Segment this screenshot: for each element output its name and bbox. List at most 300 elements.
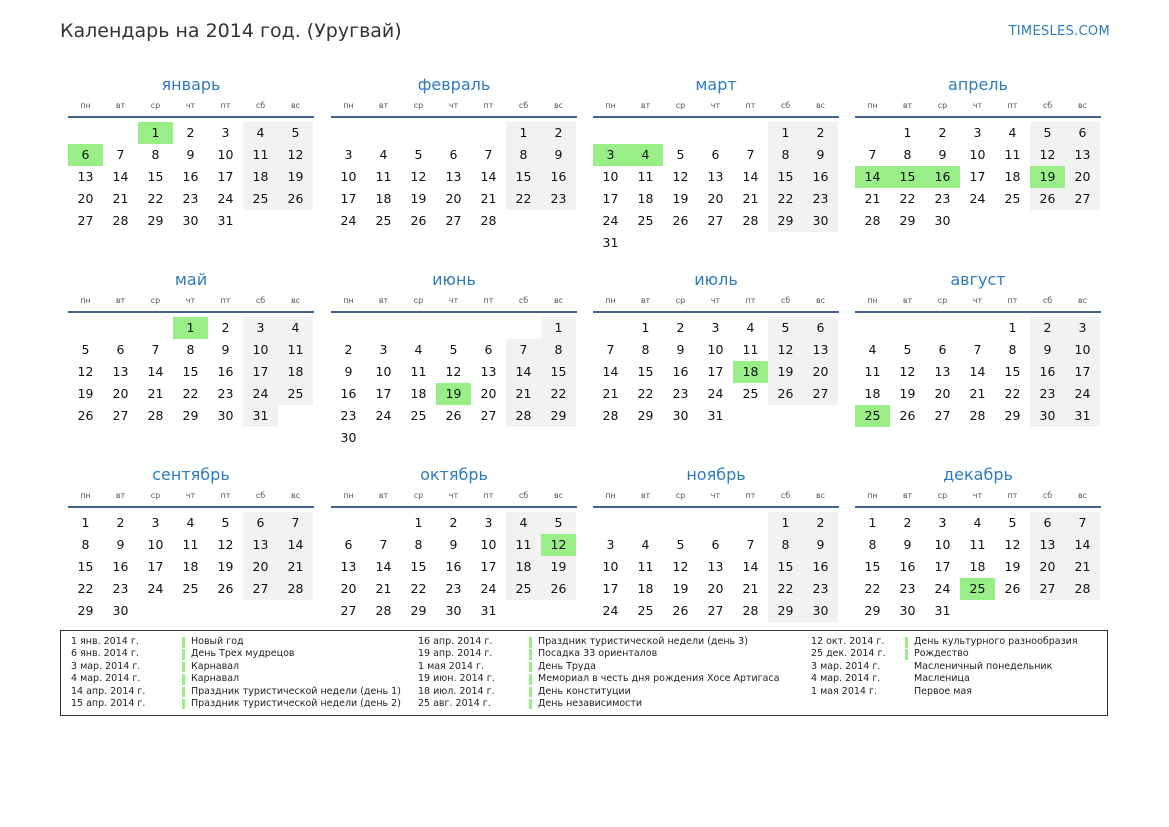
day-cell[interactable]: 18	[1004, 169, 1021, 184]
day-cell[interactable]: 28	[375, 603, 392, 618]
day-cell[interactable]: 3	[484, 515, 493, 530]
day-cell[interactable]: 21	[147, 386, 164, 401]
day-cell[interactable]: 16	[217, 364, 234, 379]
day-cell[interactable]: 11	[243, 144, 278, 166]
day-cell[interactable]: 23	[182, 191, 199, 206]
day-cell[interactable]: 20	[1030, 556, 1065, 578]
day-cell[interactable]: 18	[278, 361, 313, 383]
day-cell[interactable]: 4	[628, 144, 663, 166]
day-cell[interactable]: 3	[344, 147, 353, 162]
day-cell[interactable]: 30	[217, 408, 234, 423]
day-cell[interactable]: 5	[541, 512, 576, 534]
day-cell[interactable]: 31	[707, 408, 724, 423]
day-cell[interactable]: 22	[182, 386, 199, 401]
day-cell[interactable]: 10	[375, 364, 392, 379]
day-cell[interactable]: 30	[803, 210, 838, 232]
day-cell[interactable]: 13	[445, 169, 462, 184]
day-cell[interactable]: 16	[112, 559, 129, 574]
day-cell[interactable]: 21	[969, 386, 986, 401]
day-cell[interactable]: 29	[899, 213, 916, 228]
day-cell[interactable]: 29	[768, 210, 803, 232]
day-cell[interactable]: 25	[243, 188, 278, 210]
day-cell[interactable]: 18	[733, 361, 768, 383]
day-cell[interactable]: 1	[506, 122, 541, 144]
day-cell[interactable]: 4	[868, 342, 877, 357]
day-cell[interactable]: 8	[541, 339, 576, 361]
day-cell[interactable]: 13	[707, 169, 724, 184]
day-cell[interactable]: 28	[112, 213, 129, 228]
day-cell[interactable]: 22	[637, 386, 654, 401]
day-cell[interactable]: 7	[151, 342, 160, 357]
day-cell[interactable]: 23	[1030, 383, 1065, 405]
day-cell[interactable]: 15	[637, 364, 654, 379]
day-cell[interactable]: 9	[221, 342, 230, 357]
day-cell[interactable]: 6	[1030, 512, 1065, 534]
day-cell[interactable]: 25	[1004, 191, 1021, 206]
day-cell[interactable]: 11	[410, 364, 427, 379]
day-cell[interactable]: 23	[803, 188, 838, 210]
day-cell[interactable]: 6	[68, 144, 103, 166]
day-cell[interactable]: 28	[969, 408, 986, 423]
day-cell[interactable]: 15	[890, 166, 925, 188]
day-cell[interactable]: 31	[1065, 405, 1100, 427]
day-cell[interactable]: 1	[868, 515, 877, 530]
day-cell[interactable]: 24	[480, 581, 497, 596]
day-cell[interactable]: 15	[410, 559, 427, 574]
day-cell[interactable]: 20	[243, 556, 278, 578]
day-cell[interactable]: 7	[278, 512, 313, 534]
day-cell[interactable]: 14	[147, 364, 164, 379]
day-cell[interactable]: 21	[742, 191, 759, 206]
day-cell[interactable]: 27	[1030, 578, 1065, 600]
day-cell[interactable]: 1	[173, 317, 208, 339]
day-cell[interactable]: 12	[77, 364, 94, 379]
day-cell[interactable]: 12	[899, 364, 916, 379]
day-cell[interactable]: 14	[1065, 534, 1100, 556]
day-cell[interactable]: 4	[973, 515, 982, 530]
day-cell[interactable]: 7	[1065, 512, 1100, 534]
day-cell[interactable]: 18	[375, 191, 392, 206]
day-cell[interactable]: 29	[182, 408, 199, 423]
day-cell[interactable]: 25	[410, 408, 427, 423]
day-cell[interactable]: 28	[1065, 578, 1100, 600]
day-cell[interactable]: 24	[602, 213, 619, 228]
day-cell[interactable]: 24	[375, 408, 392, 423]
day-cell[interactable]: 20	[707, 191, 724, 206]
day-cell[interactable]: 24	[147, 581, 164, 596]
day-cell[interactable]: 17	[707, 364, 724, 379]
day-cell[interactable]: 2	[938, 125, 947, 140]
day-cell[interactable]: 3	[243, 317, 278, 339]
day-cell[interactable]: 24	[707, 386, 724, 401]
day-cell[interactable]: 27	[1065, 188, 1100, 210]
day-cell[interactable]: 7	[484, 147, 493, 162]
day-cell[interactable]: 19	[1004, 559, 1021, 574]
day-cell[interactable]: 22	[899, 191, 916, 206]
day-cell[interactable]: 9	[116, 537, 125, 552]
day-cell[interactable]: 4	[1008, 125, 1017, 140]
day-cell[interactable]: 28	[742, 603, 759, 618]
day-cell[interactable]: 13	[1030, 534, 1065, 556]
day-cell[interactable]: 14	[278, 534, 313, 556]
day-cell[interactable]: 27	[77, 213, 94, 228]
day-cell[interactable]: 12	[445, 364, 462, 379]
day-cell[interactable]: 20	[803, 361, 838, 383]
day-cell[interactable]: 8	[151, 147, 160, 162]
day-cell[interactable]: 30	[899, 603, 916, 618]
day-cell[interactable]: 4	[278, 317, 313, 339]
day-cell[interactable]: 3	[593, 144, 628, 166]
day-cell[interactable]: 24	[934, 581, 951, 596]
day-cell[interactable]: 11	[1004, 147, 1021, 162]
day-cell[interactable]: 20	[112, 386, 129, 401]
day-cell[interactable]: 25	[278, 383, 313, 405]
day-cell[interactable]: 23	[340, 408, 357, 423]
day-cell[interactable]: 15	[768, 166, 803, 188]
day-cell[interactable]: 20	[445, 191, 462, 206]
day-cell[interactable]: 15	[768, 556, 803, 578]
day-cell[interactable]: 2	[903, 515, 912, 530]
day-cell[interactable]: 11	[506, 534, 541, 556]
day-cell[interactable]: 20	[77, 191, 94, 206]
day-cell[interactable]: 26	[278, 188, 313, 210]
day-cell[interactable]: 13	[1065, 144, 1100, 166]
day-cell[interactable]: 24	[969, 191, 986, 206]
day-cell[interactable]: 20	[340, 581, 357, 596]
day-cell[interactable]: 26	[410, 213, 427, 228]
day-cell[interactable]: 21	[1065, 556, 1100, 578]
day-cell[interactable]: 30	[934, 213, 951, 228]
day-cell[interactable]: 26	[672, 213, 689, 228]
day-cell[interactable]: 5	[1030, 122, 1065, 144]
day-cell[interactable]: 4	[186, 515, 195, 530]
day-cell[interactable]: 8	[903, 147, 912, 162]
day-cell[interactable]: 11	[375, 169, 392, 184]
day-cell[interactable]: 10	[1065, 339, 1100, 361]
day-cell[interactable]: 22	[768, 188, 803, 210]
day-cell[interactable]: 25	[855, 405, 890, 427]
day-cell[interactable]: 2	[116, 515, 125, 530]
day-cell[interactable]: 10	[969, 147, 986, 162]
day-cell[interactable]: 14	[506, 361, 541, 383]
day-cell[interactable]: 11	[637, 559, 654, 574]
day-cell[interactable]: 12	[672, 169, 689, 184]
day-cell[interactable]: 25	[375, 213, 392, 228]
day-cell[interactable]: 17	[340, 191, 357, 206]
day-cell[interactable]: 17	[602, 191, 619, 206]
site-link[interactable]: TIMESLES.COM	[1008, 24, 1110, 39]
day-cell[interactable]: 17	[217, 169, 234, 184]
day-cell[interactable]: 8	[1008, 342, 1017, 357]
day-cell[interactable]: 10	[707, 342, 724, 357]
day-cell[interactable]: 10	[340, 169, 357, 184]
day-cell[interactable]: 19	[899, 386, 916, 401]
day-cell[interactable]: 6	[711, 147, 720, 162]
day-cell[interactable]: 26	[1030, 188, 1065, 210]
day-cell[interactable]: 22	[541, 383, 576, 405]
day-cell[interactable]: 10	[217, 147, 234, 162]
day-cell[interactable]: 31	[480, 603, 497, 618]
day-cell[interactable]: 26	[445, 408, 462, 423]
day-cell[interactable]: 22	[864, 581, 881, 596]
day-cell[interactable]: 13	[77, 169, 94, 184]
day-cell[interactable]: 13	[803, 339, 838, 361]
day-cell[interactable]: 16	[803, 556, 838, 578]
day-cell[interactable]: 2	[541, 122, 576, 144]
day-cell[interactable]: 21	[602, 386, 619, 401]
day-cell[interactable]: 2	[803, 122, 838, 144]
day-cell[interactable]: 4	[506, 512, 541, 534]
day-cell[interactable]: 28	[278, 578, 313, 600]
day-cell[interactable]: 1	[138, 122, 173, 144]
day-cell[interactable]: 9	[803, 534, 838, 556]
day-cell[interactable]: 20	[1065, 166, 1100, 188]
day-cell[interactable]: 27	[112, 408, 129, 423]
day-cell[interactable]: 27	[707, 213, 724, 228]
day-cell[interactable]: 30	[112, 603, 129, 618]
day-cell[interactable]: 6	[116, 342, 125, 357]
day-cell[interactable]: 7	[379, 537, 388, 552]
day-cell[interactable]: 8	[768, 144, 803, 166]
day-cell[interactable]: 14	[742, 169, 759, 184]
day-cell[interactable]: 28	[742, 213, 759, 228]
day-cell[interactable]: 16	[672, 364, 689, 379]
day-cell[interactable]: 10	[602, 169, 619, 184]
day-cell[interactable]: 8	[186, 342, 195, 357]
day-cell[interactable]: 30	[672, 408, 689, 423]
day-cell[interactable]: 3	[606, 537, 615, 552]
day-cell[interactable]: 9	[903, 537, 912, 552]
day-cell[interactable]: 8	[868, 537, 877, 552]
day-cell[interactable]: 5	[1008, 515, 1017, 530]
day-cell[interactable]: 16	[1030, 361, 1065, 383]
day-cell[interactable]: 31	[217, 213, 234, 228]
day-cell[interactable]: 10	[934, 537, 951, 552]
day-cell[interactable]: 6	[449, 147, 458, 162]
day-cell[interactable]: 26	[77, 408, 94, 423]
day-cell[interactable]: 27	[243, 578, 278, 600]
day-cell[interactable]: 7	[746, 537, 755, 552]
day-cell[interactable]: 16	[899, 559, 916, 574]
day-cell[interactable]: 6	[711, 537, 720, 552]
day-cell[interactable]: 23	[541, 188, 576, 210]
day-cell[interactable]: 7	[868, 147, 877, 162]
day-cell[interactable]: 17	[602, 581, 619, 596]
day-cell[interactable]: 21	[742, 581, 759, 596]
day-cell[interactable]: 18	[864, 386, 881, 401]
day-cell[interactable]: 1	[641, 320, 650, 335]
day-cell[interactable]: 27	[803, 383, 838, 405]
day-cell[interactable]: 10	[243, 339, 278, 361]
day-cell[interactable]: 22	[77, 581, 94, 596]
day-cell[interactable]: 10	[147, 537, 164, 552]
day-cell[interactable]: 19	[541, 556, 576, 578]
day-cell[interactable]: 25	[742, 386, 759, 401]
day-cell[interactable]: 29	[541, 405, 576, 427]
day-cell[interactable]: 5	[768, 317, 803, 339]
day-cell[interactable]: 4	[746, 320, 755, 335]
day-cell[interactable]: 27	[934, 408, 951, 423]
day-cell[interactable]: 13	[340, 559, 357, 574]
day-cell[interactable]: 29	[147, 213, 164, 228]
day-cell[interactable]: 17	[375, 386, 392, 401]
day-cell[interactable]: 15	[864, 559, 881, 574]
day-cell[interactable]: 18	[637, 581, 654, 596]
day-cell[interactable]: 5	[81, 342, 90, 357]
day-cell[interactable]: 24	[340, 213, 357, 228]
day-cell[interactable]: 9	[938, 147, 947, 162]
day-cell[interactable]: 22	[506, 188, 541, 210]
day-cell[interactable]: 12	[768, 339, 803, 361]
day-cell[interactable]: 13	[480, 364, 497, 379]
day-cell[interactable]: 27	[445, 213, 462, 228]
day-cell[interactable]: 23	[445, 581, 462, 596]
day-cell[interactable]: 3	[151, 515, 160, 530]
day-cell[interactable]: 28	[147, 408, 164, 423]
day-cell[interactable]: 1	[903, 125, 912, 140]
day-cell[interactable]: 2	[803, 512, 838, 534]
day-cell[interactable]: 21	[375, 581, 392, 596]
day-cell[interactable]: 6	[803, 317, 838, 339]
day-cell[interactable]: 16	[925, 166, 960, 188]
day-cell[interactable]: 16	[340, 386, 357, 401]
day-cell[interactable]: 30	[1030, 405, 1065, 427]
day-cell[interactable]: 16	[182, 169, 199, 184]
day-cell[interactable]: 17	[1065, 361, 1100, 383]
day-cell[interactable]: 3	[1065, 317, 1100, 339]
day-cell[interactable]: 23	[672, 386, 689, 401]
day-cell[interactable]: 29	[768, 600, 803, 622]
day-cell[interactable]: 2	[344, 342, 353, 357]
day-cell[interactable]: 23	[899, 581, 916, 596]
day-cell[interactable]: 5	[221, 515, 230, 530]
day-cell[interactable]: 13	[707, 559, 724, 574]
day-cell[interactable]: 12	[217, 537, 234, 552]
day-cell[interactable]: 14	[375, 559, 392, 574]
day-cell[interactable]: 1	[414, 515, 423, 530]
day-cell[interactable]: 25	[182, 581, 199, 596]
day-cell[interactable]: 26	[541, 578, 576, 600]
day-cell[interactable]: 18	[243, 166, 278, 188]
day-cell[interactable]: 28	[480, 213, 497, 228]
day-cell[interactable]: 19	[672, 581, 689, 596]
day-cell[interactable]: 15	[506, 166, 541, 188]
day-cell[interactable]: 20	[707, 581, 724, 596]
day-cell[interactable]: 23	[112, 581, 129, 596]
day-cell[interactable]: 9	[541, 144, 576, 166]
day-cell[interactable]: 19	[278, 166, 313, 188]
day-cell[interactable]: 22	[147, 191, 164, 206]
day-cell[interactable]: 8	[506, 144, 541, 166]
day-cell[interactable]: 11	[278, 339, 313, 361]
day-cell[interactable]: 6	[484, 342, 493, 357]
day-cell[interactable]: 26	[899, 408, 916, 423]
day-cell[interactable]: 21	[278, 556, 313, 578]
day-cell[interactable]: 30	[803, 600, 838, 622]
day-cell[interactable]: 9	[449, 537, 458, 552]
day-cell[interactable]: 17	[243, 361, 278, 383]
day-cell[interactable]: 23	[803, 578, 838, 600]
day-cell[interactable]: 26	[217, 581, 234, 596]
day-cell[interactable]: 13	[112, 364, 129, 379]
day-cell[interactable]: 8	[414, 537, 423, 552]
day-cell[interactable]: 2	[449, 515, 458, 530]
day-cell[interactable]: 29	[637, 408, 654, 423]
day-cell[interactable]: 19	[410, 191, 427, 206]
day-cell[interactable]: 7	[606, 342, 615, 357]
day-cell[interactable]: 27	[707, 603, 724, 618]
day-cell[interactable]: 15	[147, 169, 164, 184]
day-cell[interactable]: 21	[864, 191, 881, 206]
day-cell[interactable]: 8	[768, 534, 803, 556]
day-cell[interactable]: 4	[414, 342, 423, 357]
day-cell[interactable]: 17	[934, 559, 951, 574]
day-cell[interactable]: 12	[1004, 537, 1021, 552]
day-cell[interactable]: 26	[1004, 581, 1021, 596]
day-cell[interactable]: 31	[934, 603, 951, 618]
day-cell[interactable]: 12	[541, 534, 576, 556]
day-cell[interactable]: 29	[410, 603, 427, 618]
day-cell[interactable]: 9	[1030, 339, 1065, 361]
day-cell[interactable]: 2	[676, 320, 685, 335]
day-cell[interactable]: 18	[506, 556, 541, 578]
day-cell[interactable]: 5	[676, 537, 685, 552]
day-cell[interactable]: 13	[934, 364, 951, 379]
day-cell[interactable]: 14	[480, 169, 497, 184]
day-cell[interactable]: 18	[969, 559, 986, 574]
day-cell[interactable]: 6	[1065, 122, 1100, 144]
day-cell[interactable]: 26	[768, 383, 803, 405]
day-cell[interactable]: 3	[973, 125, 982, 140]
day-cell[interactable]: 21	[506, 383, 541, 405]
day-cell[interactable]: 24	[1065, 383, 1100, 405]
day-cell[interactable]: 3	[711, 320, 720, 335]
day-cell[interactable]: 19	[77, 386, 94, 401]
day-cell[interactable]: 7	[746, 147, 755, 162]
day-cell[interactable]: 17	[147, 559, 164, 574]
day-cell[interactable]: 11	[742, 342, 759, 357]
day-cell[interactable]: 2	[1030, 317, 1065, 339]
day-cell[interactable]: 8	[81, 537, 90, 552]
day-cell[interactable]: 22	[768, 578, 803, 600]
day-cell[interactable]: 14	[602, 364, 619, 379]
day-cell[interactable]: 5	[903, 342, 912, 357]
day-cell[interactable]: 10	[480, 537, 497, 552]
day-cell[interactable]: 30	[445, 603, 462, 618]
day-cell[interactable]: 1	[81, 515, 90, 530]
day-cell[interactable]: 30	[340, 430, 357, 445]
day-cell[interactable]: 20	[480, 386, 497, 401]
day-cell[interactable]: 15	[1004, 364, 1021, 379]
day-cell[interactable]: 17	[969, 169, 986, 184]
day-cell[interactable]: 27	[340, 603, 357, 618]
day-cell[interactable]: 25	[637, 213, 654, 228]
day-cell[interactable]: 15	[541, 361, 576, 383]
day-cell[interactable]: 5	[449, 342, 458, 357]
day-cell[interactable]: 30	[182, 213, 199, 228]
day-cell[interactable]: 15	[182, 364, 199, 379]
day-cell[interactable]: 15	[77, 559, 94, 574]
day-cell[interactable]: 12	[672, 559, 689, 574]
day-cell[interactable]: 9	[344, 364, 353, 379]
day-cell[interactable]: 19	[217, 559, 234, 574]
day-cell[interactable]: 22	[410, 581, 427, 596]
day-cell[interactable]: 9	[676, 342, 685, 357]
day-cell[interactable]: 1	[1008, 320, 1017, 335]
day-cell[interactable]: 27	[480, 408, 497, 423]
day-cell[interactable]: 29	[77, 603, 94, 618]
day-cell[interactable]: 9	[186, 147, 195, 162]
